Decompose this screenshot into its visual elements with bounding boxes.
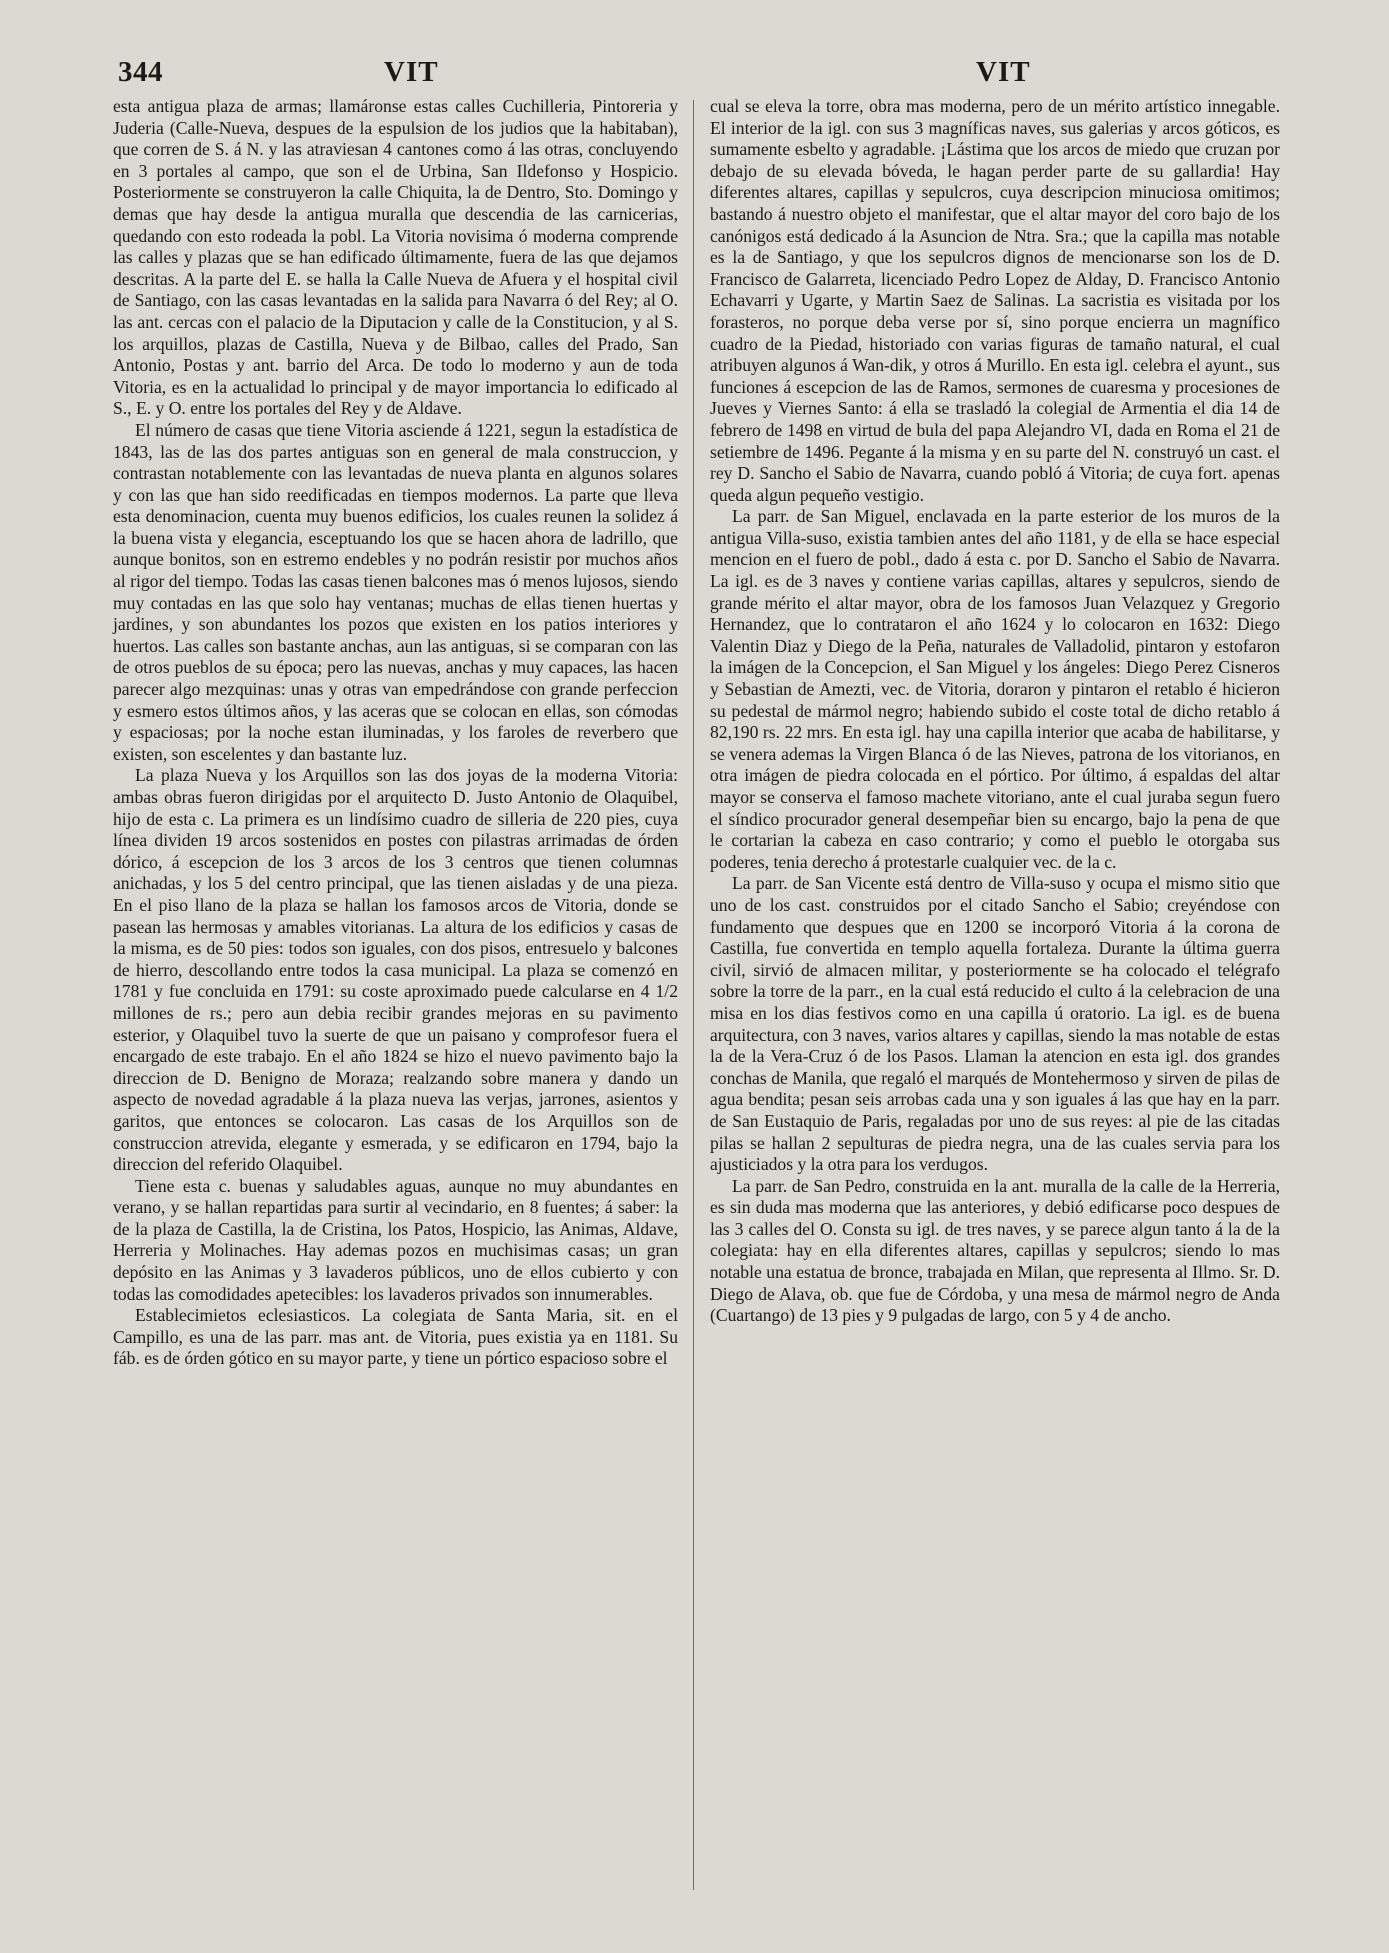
paragraph: La parr. de San Miguel, enclavada en la parte esterior de los muros de la antigua Villa-suso, existia tambien antes del año 1181, y de ella se hace especial mencion en el fuero de pobl., dado á esta c. por D. Sancho el Sabio de Navarra. La igl. es de 3 naves y contiene varias capillas, altares y sepulcros, siendo de grande mérito el altar mayor, obra de los famosos Juan Velazquez y Gregorio Hernandez, que lo contrataron el año 1624 y lo colocaron en 1632: Diego Valentin Diaz y Diego de la Peña, naturales de Valladolid, pintaron y estofaron la imágen de la Concepcion, el San Miguel y los ángeles: Diego Perez Cisneros y Sebastian de Amezti, vec. de Vitoria, doraron y pintaron el retablo é hicieron su pedestal de mármol negro; habiendo subido el coste total de dicho retablo á 82,190 rs. 22 mrs. En esta igl. hay una capilla interior que acaba de habilitarse, y se venera ademas la Virgen Blanca ó de las Nieves, patrona de los vitorianos, en otra imágen de piedra colocada en el pórtico. Por último, á espaldas del altar mayor se conserva el famoso machete vitoriano, ante el cual juraba segun fuero el síndico procurador general desempeñar bien su encargo, bajo la pena de que le cortarian la cabeza en caso contrario; y como el pueblo le otorgaba sus poderes, tenia derecho á protestarle cualquier vec. de la c. <box>710 506 1280 872</box>
running-head-right: VIT <box>976 56 1031 88</box>
page-header <box>0 56 1389 96</box>
page-number: 344 <box>118 56 163 88</box>
paragraph: Establecimietos eclesiasticos. La colegiata de Santa Maria, sit. en el Campillo, es una de las parr. mas ant. de Vitoria, pues existia ya en 1181. Su fáb. es de órden gótico en su mayor parte, y tiene un pórtico espacioso sobre el <box>113 1305 678 1369</box>
paragraph: La plaza Nueva y los Arquillos son las dos joyas de la moderna Vitoria: ambas obras fueron dirigidas por el arquitecto D. Justo Antonio de Olaquibel, hijo de esta c. La primera es un lindísimo cuadro de silleria de 220 pies, cuya línea dividen 19 arcos sostenidos en postes con pilastras arrimadas de órden dórico, á escepcion de los 3 arcos de los 3 centros que tienen columnas anichadas, y los 5 del centro principal, que las tienen aisladas y de una pieza. En el piso llano de la plaza se hallan los famosos arcos de Vitoria, donde se pasean las hermosas y amables vitorianas. La altura de los edificios y casas de la misma, es de 50 pies: todos son iguales, con dos pisos, entresuelo y balcones de hierro, descollando entre todos la casa municipal. La plaza se comenzó en 1781 y fue concluida en 1791: su coste aproximado puede calcularse en 4 1/2 millones de rs.; pero aun debia recibir grandes mejoras en su pavimento esterior, y Olaquibel tuvo la suerte de que un paisano y comprofesor fuera el encargado de este trabajo. En el año 1824 se hizo el nuevo pavimento bajo la direccion de D. Benigno de Moraza; realzando sobre manera y dando un aspecto de novedad agradable á la plaza nueva las verjas, jarrones, asientos y garitos, que entonces se colocaron. Las casas de los Arquillos son de construccion atrevida, elegante y esmerada, y se edificaron en 1794, bajo la direccion del referido Olaquibel. <box>113 765 678 1175</box>
left-column <box>113 96 678 1370</box>
running-head-left: VIT <box>384 56 439 88</box>
paragraph: cual se eleva la torre, obra mas moderna, pero de un mérito artístico innegable. El interior de la igl. con sus 3 magníficas naves, sus galerias y arcos góticos, es sumamente esbelto y agradable. ¡Lástima que los arcos de miedo que cruzan por debajo de su elevada bóveda, le hagan perder parte de su gallardia! Hay diferentes altares, capillas y sepulcros, cuya descripcion minuciosa omitimos; bastando á nuestro objeto el manifestar, que el altar mayor del coro bajo de los canónigos está dedicado á la Asuncion de Ntra. Sra.; que la capilla mas notable es la de Santiago, y que los sepulcros dignos de mencionarse son los de D. Francisco de Galarreta, licenciado Pedro Lopez de Alday, D. Francisco Antonio Echavarri y Ugarte, y Martin Saez de Salinas. La sacristia es visitada por los forasteros, no porque deba verse por sí, sino porque encierra un magnífico cuadro de la Piedad, historiado con varias figuras de tamaño natural, el cual atribuyen algunos á Wan-dik, y otros á Murillo. En esta igl. celebra el ayunt., sus funciones á escepcion de las de Ramos, sermones de cuaresma y procesiones de Jueves y Viernes Santo: á ella se trasladó la colegial de Armentia el dia 14 de febrero de 1498 en virtud de bula del papa Alejandro VI, dada en Roma el 21 de setiembre de 1496. Pegante á la misma y en su parte del N. construyó un cast. el rey D. Sancho el Sabio de Navarra, cuando pobló á Vitoria; de cuya fort. apenas queda algun pequeño vestigio. <box>710 96 1280 505</box>
column-divider <box>693 100 694 1890</box>
paragraph: esta antigua plaza de armas; llamáronse estas calles Cuchilleria, Pintoreria y Juderia (Calle-Nueva, despues de la espulsion de los judios que la habitaban), que corren de S. á N. y las atraviesan 4 cantones como á las otras, concluyendo en 3 portales al campo, que son el de Urbina, San Ildefonso y Hospicio. Posteriormente se construyeron la calle Chiquita, la de Dentro, Sto. Domingo y demas que hay desde la antigua muralla que descendia de las carnicerias, quedando con esto rodeada la pobl. La Vitoria novisima ó moderna comprende las calles y plazas que se han edificado últimamente, fuera de las que dejamos descritas. A la parte del E. se halla la Calle Nueva de Afuera y el hospital civil de Santiago, con las casas levantadas en la salida para Navarra ó del Rey; al O. las ant. cercas con el palacio de la Diputacion y calle de la Constitucion, y al S. los arquillos, plazas de Castilla, Nueva y de Bilbao, calles del Prado, San Antonio, Postas y ant. barrio del Arca. De todo lo moderno y aun de toda Vitoria, es en la actualidad lo principal y de mayor importancia lo edificado al S., E. y O. entre los portales del Rey y de Aldave. <box>113 96 678 419</box>
paragraph: El número de casas que tiene Vitoria asciende á 1221, segun la estadística de 1843, las de las dos partes antiguas son en general de mala construccion, y contrastan notablemente con las levantadas de nueva planta en algunos solares y con las que han sido reedificadas en tiempos modernos. La parte que lleva esta denominacion, cuenta muy buenos edificios, los cuales reunen la solidez á la buena vista y elegancia, esceptuando los que se hacen ahora de ladrillo, que aunque bonitos, son en estremo endebles y no podrán resistir por muchos años al rigor del tiempo. Todas las casas tienen balcones mas ó menos lujosos, siendo muy contadas en las que solo hay ventanas; muchas de ellas tienen huertas y jardines, y son abundantes los pozos que existen en los patios interiores y huertos. Las calles son bastante anchas, aun las antiguas, si se comparan con las de otros pueblos de su época; pero las nuevas, anchas y muy capaces, las hacen parecer algo mezquinas: unas y otras van empedrándose con grande perfeccion y esmero estos últimos años, y las aceras que se colocan en ellas, son cómodas y espaciosas; por la noche estan iluminadas, y los faroles de reverbero que existen, son escelentes y dan bastante luz. <box>113 419 678 764</box>
paragraph: Tiene esta c. buenas y saludables aguas, aunque no muy abundantes en verano, y se hallan repartidas para surtir al vecindario, en 8 fuentes; á saber: la de la plaza de Castilla, la de Cristina, los Patos, Hospicio, las Animas, Aldave, Herreria y Molinaches. Hay ademas pozos en muchisimas casas; un gran depósito en las Animas y 3 lavaderos públicos, uno de ellos cubierto y con todas las comodidades apetecibles: los lavaderos privados son innumerables. <box>113 1175 678 1304</box>
paragraph: La parr. de San Vicente está dentro de Villa-suso y ocupa el mismo sitio que uno de los cast. construidos por el citado Sancho el Sabio; creyéndose con fundamento que despues que en 1200 se incorporó Vitoria á la corona de Castilla, fue convertida en templo aquella fortaleza. Durante la última guerra civil, sirvió de almacen militar, y posteriormente se ha colocado el telégrafo sobre la torre de la parr., en la cual está reducido el culto á la celebracion de una misa en los dias festivos como en una capilla ú oratorio. La igl. es de buena arquitectura, con 3 naves, varios altares y capillas, siendo la mas notable de estas la de la Vera-Cruz ó de los Pasos. Llaman la atencion en esta igl. dos grandes conchas de Manila, que regaló el marqués de Montehermoso y sirven de pilas de agua bendita; pesan seis arrobas cada una y son iguales á las que hay en la parr. de San Eustaquio de Paris, regaladas por uno de sus reyes: al pie de las citadas pilas se hallan 2 sepulturas de piedra negra, una de las cuales servia para los ajusticiados y la otra para los verdugos. <box>710 873 1280 1175</box>
right-column <box>710 96 1280 1327</box>
paragraph: La parr. de San Pedro, construida en la ant. muralla de la calle de la Herreria, es sin duda mas moderna que las anteriores, y debió edificarse poco despues de las 3 calles del O. Consta su igl. de tres naves, y se parece algun tanto á la de la colegiata: hay en ella diferentes altares, capillas y sepulcros; siendo lo mas notable una estatua de bronce, trabajada en Milan, que representa al Illmo. Sr. D. Diego de Alava, ob. que fue de Córdoba, y una mesa de mármol negro de Anda (Cuartango) de 13 pies y 9 pulgadas de largo, con 5 y 4 de ancho. <box>710 1175 1280 1326</box>
